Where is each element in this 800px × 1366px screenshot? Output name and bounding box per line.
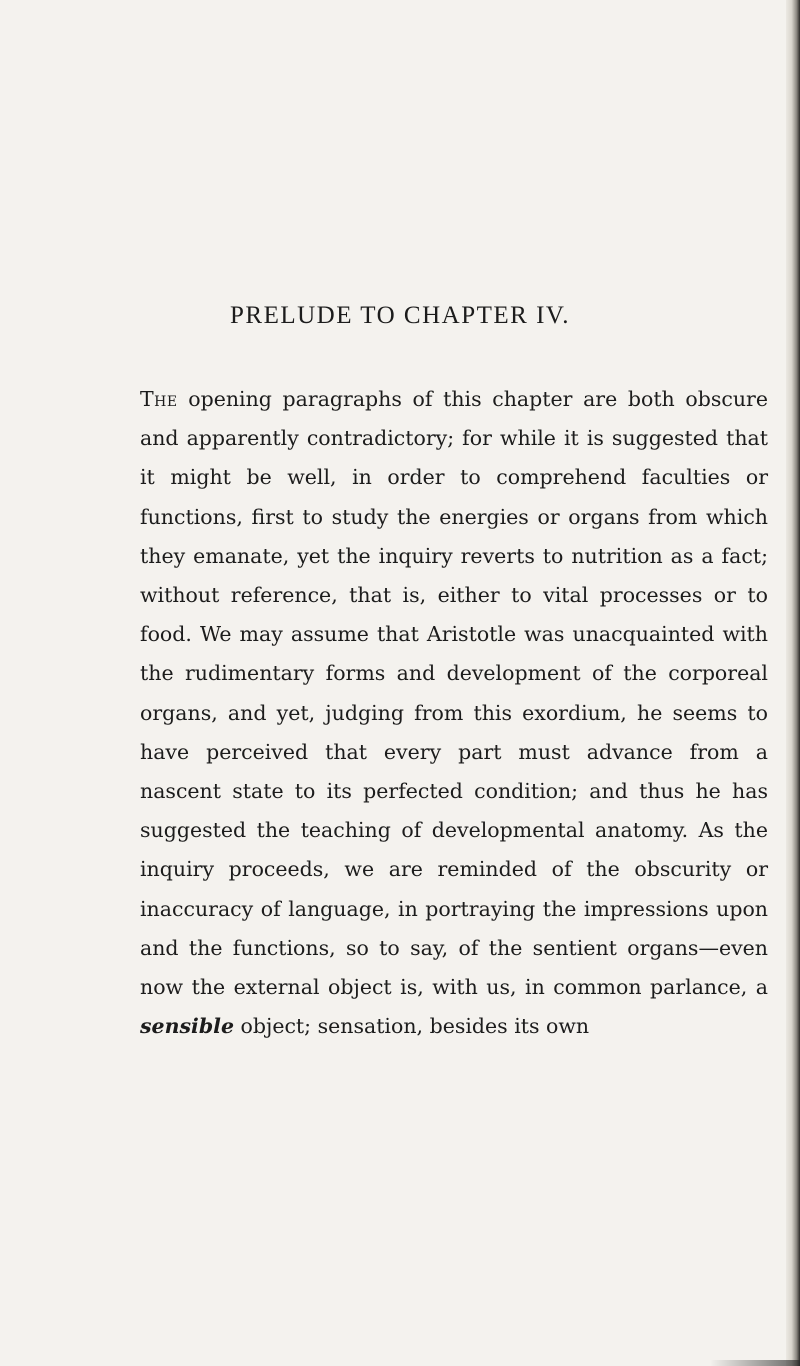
- lead-word: The: [140, 387, 178, 411]
- body-paragraph: [140, 380, 768, 1046]
- page-edge-shadow: [786, 0, 800, 1366]
- emphasized-word: sensible: [140, 1014, 234, 1039]
- paragraph-text-part-1: opening paragraphs of this chapter are both obscure and apparently contradictory; for while it is suggested that it might be well, in order to comprehend faculties or functions, first to study the energies or organs from which they emanate, yet the inquiry reverts to nutrition as a fact; without reference, that is, either to vital processes or to food. We may assume that Aristotle was unacquainted with the rudimentary forms and development of the corporeal organs, and yet, judging from this exordium, he seems to have perceived that every part must advance from a nascent state to its perfected condition; and thus he has suggested the teaching of developmental anatomy. As the inquiry proceeds, we are reminded of the obscurity or inaccuracy of language, in portraying the impressions upon and the functions, so to say, of the sentient organs—even now the external object is, with us, in common parlance, a: [140, 387, 768, 1000]
- chapter-title: PRELUDE TO CHAPTER IV.: [230, 302, 570, 329]
- page-corner-shadow: [710, 1360, 800, 1366]
- paragraph-text-part-2: object; sensation, besides its own: [233, 1014, 590, 1039]
